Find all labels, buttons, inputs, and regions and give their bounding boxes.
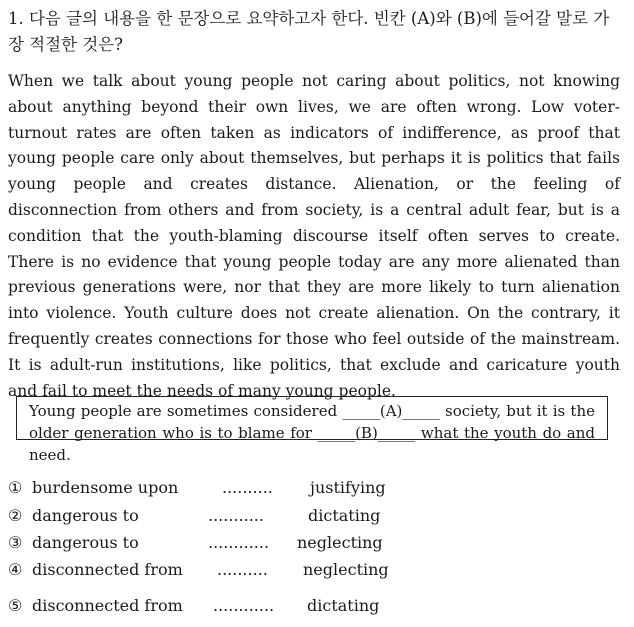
summary-box <box>16 396 608 464</box>
option-dots: .......... <box>222 478 273 497</box>
option-dots: ............ <box>208 533 270 552</box>
option-number: ⑤ <box>8 596 23 615</box>
option-choice-a: burdensome upon <box>32 478 179 497</box>
option-choice-a: disconnected from <box>32 596 183 615</box>
option-number: ④ <box>8 560 23 579</box>
option-dots: .......... <box>217 560 268 579</box>
option-choice-a: disconnected from <box>32 560 183 579</box>
option-number: ③ <box>8 533 23 552</box>
option-dots: ............ <box>213 596 275 615</box>
option-choice-b: justifying <box>310 478 386 497</box>
passage-text: When we talk about young people not caring about politics, not knowing about anything beyond their own lives, we are often wrong. Low voter-turnout rates are often taken as indicators of indifference, as proof that young people care only about themselves, but perhaps it is politics that fails young people and creates distance. Alienation, or the feeling of disconnection from others and from society, is a central adult fear, but is a condition that the youth-blaming discourse itself often serves to create. There is no evidence that young people today are any more alienated than previous generations were, nor that they are more likely to turn alienation into violence. Youth culture does not create alienation. On the contrary, it frequently creates connections for those who feel outside of the mainstream. It is adult-run institutions, like politics, that exclude and caricature youth and fail to meet the needs of many young people. <box>8 72 620 400</box>
option-choice-b: dictating <box>308 506 381 525</box>
option-choice-b: dictating <box>307 596 380 615</box>
option-choice-b: neglecting <box>297 533 383 552</box>
question-title: 1. 다음 글의 내용을 한 문장으로 요약하고자 한다. 빈칸 (A)와 (B)에 들어갈 말로 가장 적절한 것은? <box>8 9 610 54</box>
option-number: ② <box>8 506 23 525</box>
option-dots: ........... <box>208 506 264 525</box>
option-choice-a: dangerous to <box>32 533 139 552</box>
option-number: ① <box>8 478 23 497</box>
option-choice-b: neglecting <box>303 560 389 579</box>
option-choice-a: dangerous to <box>32 506 139 525</box>
summary-sentence: Young people are sometimes considered _____(A)_____ society, but it is the older generation who is to blame for _____(B)_____ what the youth do and need. <box>29 402 595 464</box>
